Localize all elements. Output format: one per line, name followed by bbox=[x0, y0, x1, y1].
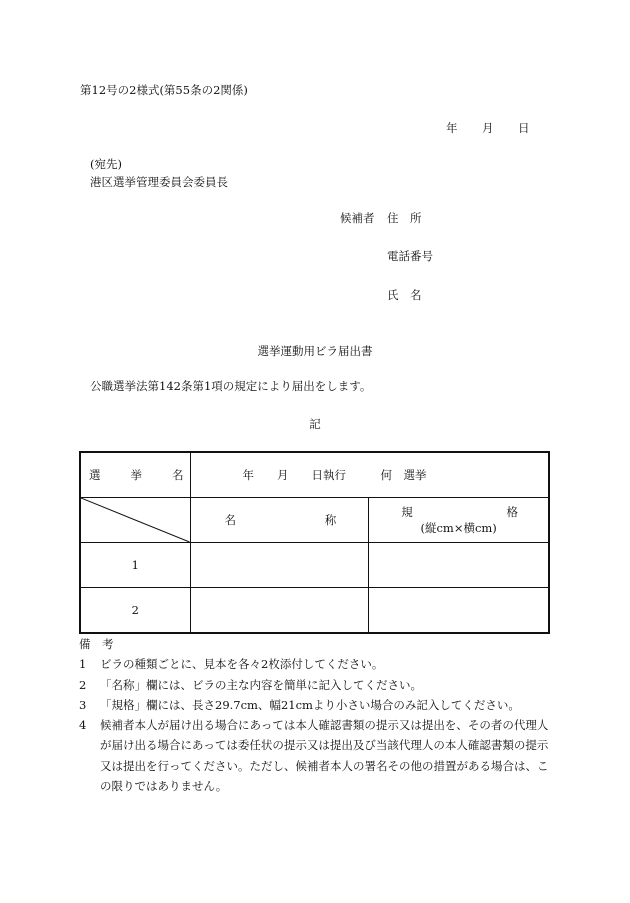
date-line bbox=[446, 120, 530, 136]
row-number: 2 bbox=[80, 588, 190, 634]
election-value: 年 月 日執行 何 選挙 bbox=[242, 468, 427, 482]
note-text: 「名称」欄には、ビラの主な内容を簡単に記入してください。 bbox=[100, 677, 422, 692]
form-number: 第12号の2様式(第55条の2関係) bbox=[80, 83, 248, 97]
election-value-cell[interactable] bbox=[190, 452, 549, 498]
addressee-label: (宛先) bbox=[90, 157, 122, 171]
spec-input-cell[interactable] bbox=[369, 543, 549, 588]
spec-unit: (縦cm×横cm) bbox=[420, 521, 497, 535]
election-label-char: 名 bbox=[172, 468, 184, 482]
list-item bbox=[79, 715, 559, 796]
name-header-char: 名 bbox=[224, 513, 236, 527]
note-number: 1 bbox=[79, 657, 87, 672]
name-header-cell bbox=[190, 498, 369, 543]
ki-mark: 記 bbox=[309, 417, 321, 431]
diagonal-line bbox=[81, 498, 190, 542]
candidate-role: 候補者 bbox=[340, 211, 375, 225]
addressee-name: 港区選挙管理委員会委員長 bbox=[90, 175, 228, 189]
election-label-cell bbox=[80, 452, 190, 498]
note-number: 3 bbox=[79, 697, 87, 712]
spec-header-char: 格 bbox=[506, 505, 518, 519]
address-label: 住 所 bbox=[387, 211, 422, 225]
election-label-char: 挙 bbox=[130, 468, 142, 482]
spec-header-char: 規 bbox=[401, 505, 413, 519]
notes-heading: 備 考 bbox=[79, 637, 114, 651]
name-header-char: 称 bbox=[324, 513, 337, 527]
diagonal-cell bbox=[80, 498, 190, 543]
date-day: 日 bbox=[518, 121, 530, 135]
note-text: ビラの種類ごとに、見本を各々2枚添付してください。 bbox=[100, 657, 384, 672]
phone-label: 電話番号 bbox=[387, 249, 433, 263]
row-number: 1 bbox=[80, 543, 190, 588]
name-input-cell[interactable] bbox=[190, 543, 369, 588]
name-label: 氏 名 bbox=[387, 288, 422, 302]
date-month: 月 bbox=[482, 121, 494, 135]
spec-header-cell bbox=[369, 498, 549, 543]
date-year: 年 bbox=[446, 121, 458, 135]
flyer-table bbox=[79, 451, 550, 634]
note-text: 候補者本人が届け出る場合にあっては本人確認書類の提示又は提出を、その者の代理人が届け出る場合にあっては委任状の提示又は提出及び当該代理人の本人確認書類の提示又は提出を行ってください。ただし、候補者本人の署名その他の措置がある場合は、この限りではありません。 bbox=[100, 718, 549, 794]
list-item bbox=[79, 675, 559, 695]
note-number: 4 bbox=[79, 718, 87, 733]
document-title: 選挙運動用ビラ届出書 bbox=[257, 344, 373, 358]
table-row bbox=[80, 498, 549, 543]
note-number: 2 bbox=[79, 677, 87, 692]
table-row bbox=[80, 588, 549, 634]
list-item bbox=[79, 695, 559, 715]
spec-input-cell[interactable] bbox=[369, 588, 549, 634]
name-input-cell[interactable] bbox=[190, 588, 369, 634]
list-item bbox=[79, 654, 559, 674]
notes-section bbox=[79, 634, 559, 796]
table-row bbox=[80, 543, 549, 588]
intro-text: 公職選挙法第142条第1項の規定により届出をします。 bbox=[90, 379, 372, 393]
table-row bbox=[80, 452, 549, 498]
election-label-char: 選 bbox=[89, 468, 101, 482]
note-text: 「規格」欄には、長さ29.7cm、幅21cmより小さい場合のみ記入してください。 bbox=[100, 697, 520, 712]
